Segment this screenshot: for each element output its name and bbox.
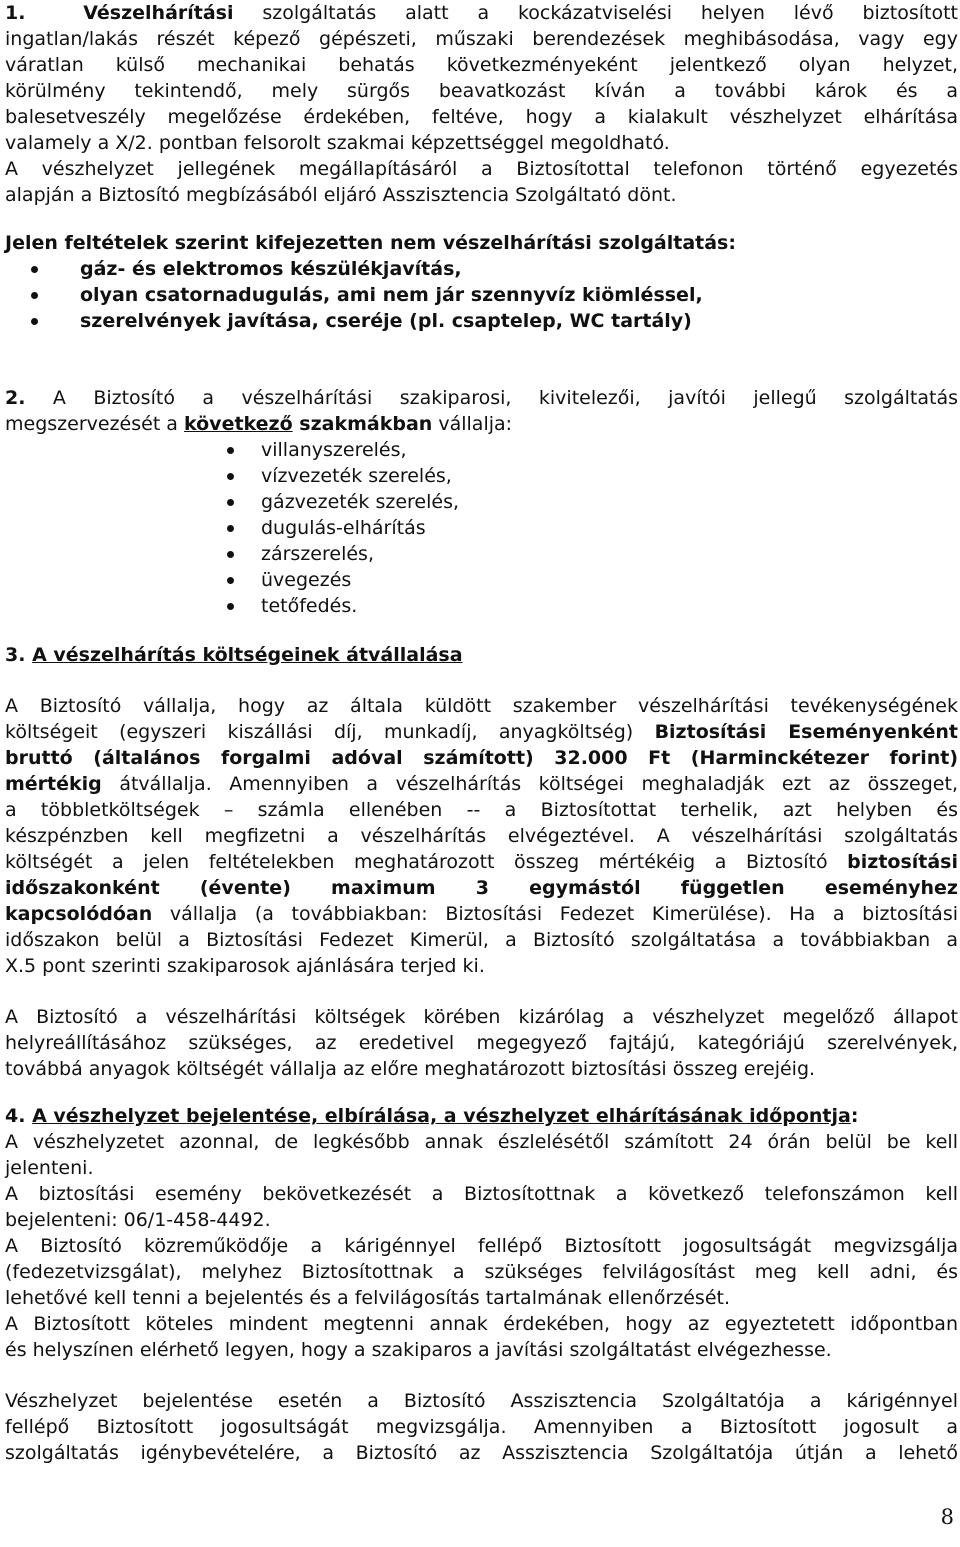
text-line: lehetővé kell tenni a bejelentés és a felvilágosítás tartalmának ellenőrzését. [5, 1287, 731, 1309]
list-item: zárszerelés, [5, 541, 958, 567]
section-1-line-5: balesetveszély megelőzése érdekében, feltéve, hogy a kialakult vészhelyzet elhárítása [5, 106, 958, 128]
section-4-paragraph-2 [5, 1388, 958, 1466]
section-1-p2-line-1: A vészhelyzet jellegének megállapításáról a Biztosítottal telefonon történő egyezetés [5, 158, 958, 180]
section-4-heading [5, 1103, 958, 1129]
text-line [5, 771, 958, 797]
text-line: A Biztosító vállalja, hogy az általa küldött szakember vészelhárítási tevékenységének [5, 695, 958, 717]
text-line: A Biztosító a vészelhárítási költségek körében kizárólag a vészhelyzet megelőző állapot [5, 1006, 958, 1028]
section-3-paragraph-1 [5, 693, 958, 979]
text-line [5, 745, 958, 771]
text-span: költségeit (egyszeri kiszállási díj, munkadíj, anyagköltség) [5, 721, 655, 743]
section-4-number: 4. [5, 1105, 26, 1127]
text-line: A vészhelyzetet azonnal, de legkésőbb annak észlelésétől számított 24 órán belül be kell [5, 1131, 958, 1153]
text-line [5, 849, 958, 875]
section-3-title: A vészelhárítás költségeinek átvállalása [32, 644, 463, 666]
section-1-line-4: körülmény tekintendő, mely sürgős beavatkozást kíván a további károk és a [5, 80, 958, 102]
text-line: és helyszínen elérhető legyen, hogy a szakiparos a javítási szolgáltatást elvégezhesse. [5, 1339, 832, 1361]
text-span: vállalja (a továbbiakban: Biztosítási Fedezet Kimerülése). Ha a biztosítási [152, 903, 958, 925]
section-2-line-2 [5, 411, 958, 437]
section-2-line-1 [5, 385, 958, 411]
text-line: készpénzben kell megfizetni a vészelhárítás elvégeztével. A vészelhárítási szolgáltatás [5, 825, 958, 847]
section-1-p2-line-2: alapján a Biztosító megbízásából eljáró Asszisztencia Szolgáltató dönt. [5, 184, 677, 206]
section-1-text: szolgáltatás alatt a kockázatviselési helyen lévő biztosított [262, 2, 958, 24]
page-number: 8 [940, 1505, 954, 1529]
text-span: költségét a jelen feltételekben meghatározott összeg mértékéig a Biztosító [5, 851, 848, 873]
section-1-line-6: valamely a X/2. pontban felsorolt szakmai képzettséggel megoldható. [5, 132, 670, 154]
text-line: jelenteni. [5, 1157, 94, 1179]
list-item: gáz- és elektromos készülékjavítás, [5, 256, 958, 282]
section-4-title: A vészhelyzet bejelentése, elbírálása, a vészhelyzet elhárításának időpontja [32, 1105, 851, 1127]
list-item: villanyszerelés, [5, 437, 958, 463]
section-1-number: 1. [5, 2, 26, 24]
text-span: átvállalja. Amennyiben a vészelhárítás költségei meghaladják ezt az összeget, [101, 773, 958, 795]
list-item: dugulás-elhárítás [5, 515, 958, 541]
text-line: fellépő Biztosított jogosultságát megvizsgálja. Amennyiben a Biztosított jogosult a [5, 1416, 958, 1438]
trades-list [5, 437, 958, 619]
text-line: szolgáltatás igénybevételére, a Biztosító az Asszisztencia Szolgáltatója útján a lehető [5, 1442, 958, 1464]
section-4-colon: : [850, 1105, 859, 1127]
section-1-line-2: ingatlan/lakás részét képező gépészeti, műszaki berendezések meghibásodása, vagy egy [5, 28, 958, 50]
bold-text: időszakonként (évente) maximum 3 egymástól független eseményhez [5, 877, 958, 899]
section-2 [5, 385, 958, 619]
section-3 [5, 642, 958, 1082]
text-line: A Biztosító közreműködője a kárigénnyel fellépő Biztosított jogosultságát megvizsgálja [5, 1235, 958, 1257]
text-line: továbbá anyagok költségét vállalja az előre meghatározott biztosítási összeg erejéig. [5, 1058, 816, 1080]
section-1 [5, 0, 958, 334]
exclusions-list [5, 256, 958, 334]
text-line [5, 875, 958, 901]
section-2-text-pre: megszervezését a [5, 413, 184, 435]
section-1-line-1 [5, 0, 958, 26]
section-3-paragraph-2 [5, 1004, 958, 1082]
bold-text: kapcsolódóan [5, 903, 153, 925]
section-1-term: Vészelhárítási [83, 2, 234, 24]
phone-line: bejelenteni: 06/1-458-4492. [5, 1209, 271, 1231]
bold-text: mértékig [5, 773, 102, 795]
bold-text: bruttó (általános forgalmi adóval számított) 32.000 Ft (Harminckétezer forint) [5, 747, 958, 769]
section-3-number: 3. [5, 644, 26, 666]
text-line: helyreállításához szükséges, az eredetivel megegyező fajtájú, kategóriájú szerelvények, [5, 1032, 958, 1054]
section-2-bold-word: szakmákban [299, 413, 433, 435]
bold-text: biztosítási [847, 851, 958, 873]
section-2-text: A Biztosító a vészelhárítási szakiparosi, kivitelezői, javítói jellegű szolgáltatás [52, 387, 958, 409]
text-line: X.5 pont szerinti szakiparosok ajánlására terjed ki. [5, 955, 485, 977]
text-line: A biztosítási esemény bekövetkezését a Biztosítottnak a következő telefonszámon kell [5, 1183, 958, 1205]
list-item: üvegezés [5, 567, 958, 593]
section-1-line-3: váratlan külső mechanikai behatás következményeként jelentkező olyan helyzet, [5, 54, 958, 76]
list-item: gázvezeték szerelés, [5, 489, 958, 515]
list-item: olyan csatornadugulás, ami nem jár szennyvíz kiömléssel, [5, 282, 958, 308]
list-item: szerelvények javítása, cseréje (pl. csaptelep, WC tartály) [5, 308, 958, 334]
bold-text: Biztosítási Eseményenként [654, 721, 959, 743]
text-line: időszakon belül a Biztosítási Fedezet Kimerül, a Biztosító szolgáltatása a továbbiakban a [5, 929, 958, 951]
list-item: vízvezeték szerelés, [5, 463, 958, 489]
text-line [5, 901, 958, 927]
section-3-heading [5, 642, 958, 668]
text-line: A Biztosított köteles mindent megtenni annak érdekében, hogy az egyeztetett időpontban [5, 1313, 958, 1335]
text-line: Vészhelyzet bejelentése esetén a Biztosító Asszisztencia Szolgáltatója a kárigénnyel [5, 1390, 958, 1412]
section-2-underlined-word: következő [184, 413, 293, 435]
list-item: tetőfedés. [5, 593, 958, 619]
text-line: (fedezetvizsgálat), melyhez Biztosítottnak a szükséges felvilágosítást meg kell adni, és [5, 1261, 958, 1283]
text-line: a többletköltségek – számla ellenében -- a Biztosítottat terhelik, azt helyben és [5, 799, 958, 821]
section-2-text-post: vállalja: [432, 413, 513, 435]
exclusions-heading: Jelen feltételek szerint kifejezetten nem vészelhárítási szolgáltatás: [5, 232, 736, 254]
text-line [5, 719, 958, 745]
section-2-number: 2. [5, 387, 26, 409]
section-4 [5, 1103, 958, 1466]
